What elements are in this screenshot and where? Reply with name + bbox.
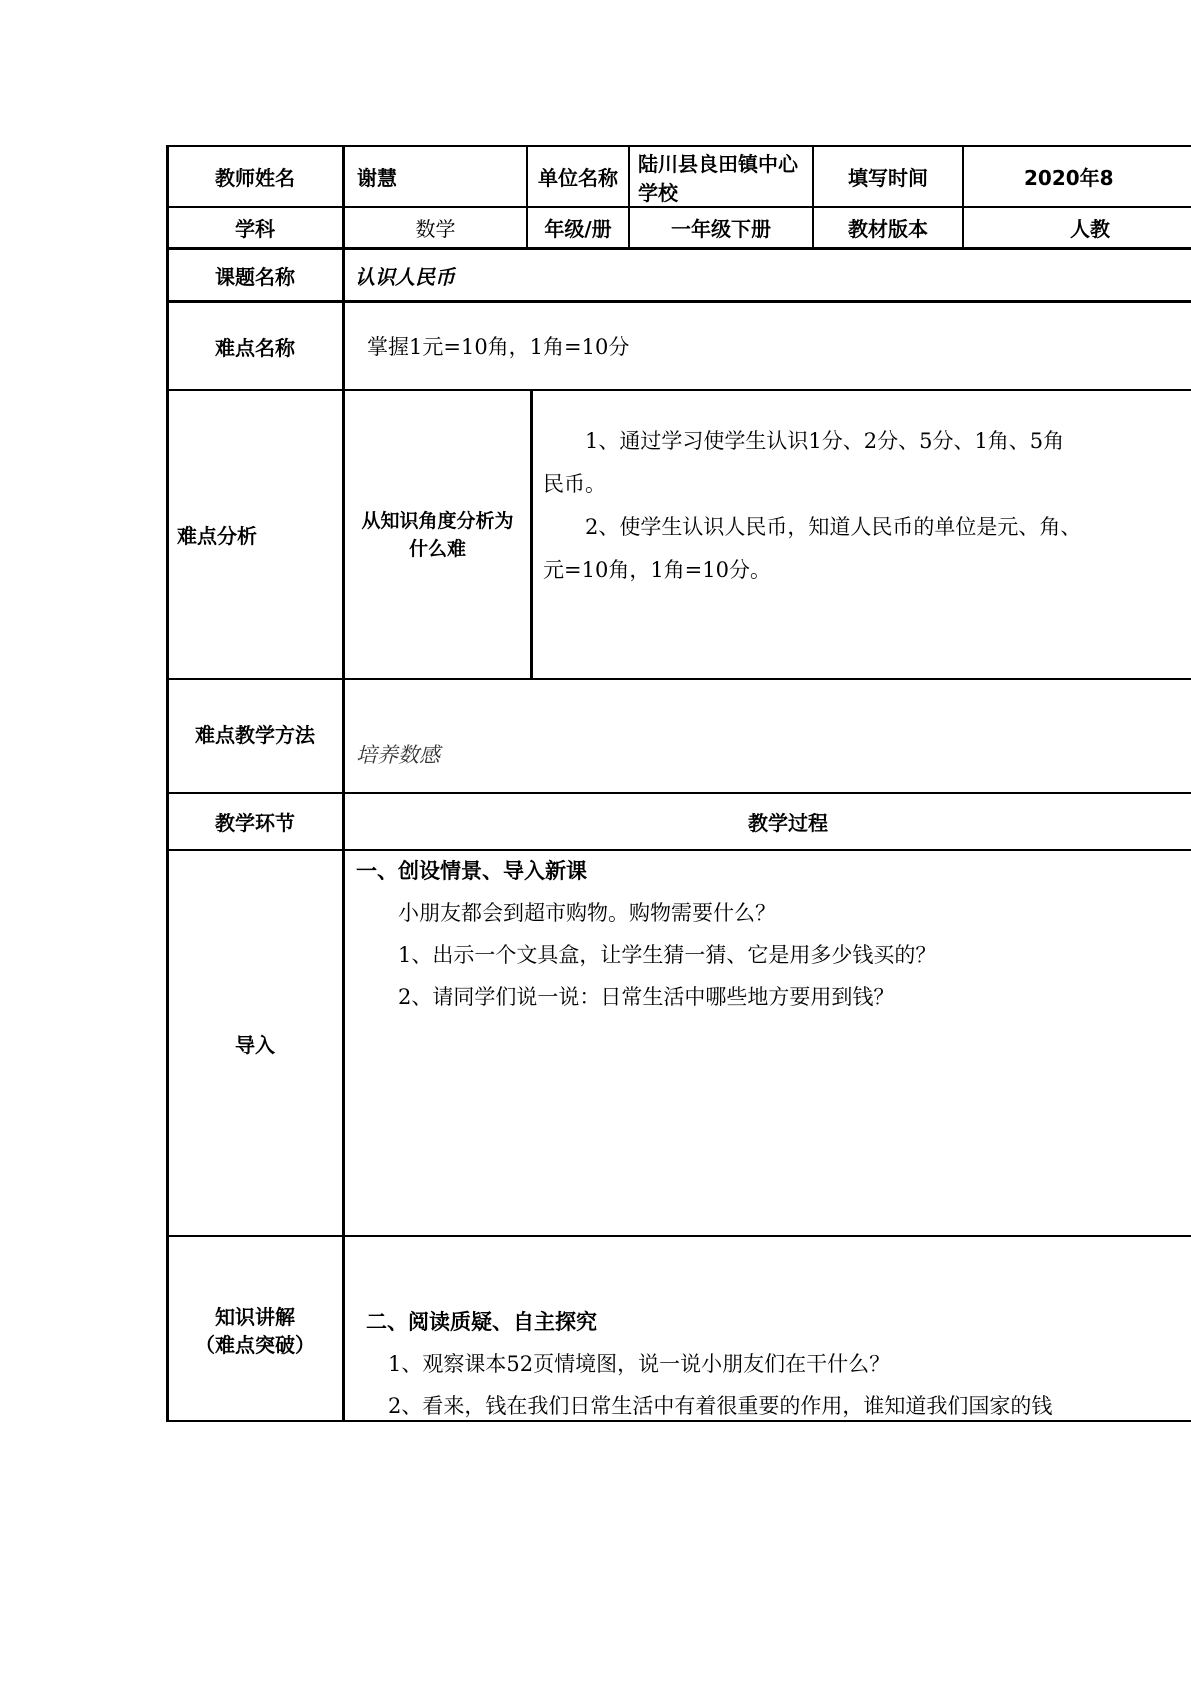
teaching-stage-header: 教学环节 xyxy=(215,811,295,835)
topic-value: 认识人民币 xyxy=(355,264,455,289)
analysis-line: 2、使学生认识人民币，知道人民币的单位是元、角、 xyxy=(585,515,1082,539)
subject-value: 数学 xyxy=(415,217,456,241)
intro-heading: 一、创设情景、导入新课 xyxy=(356,859,587,883)
textbook-edition-value: 人教 xyxy=(1070,217,1110,241)
difficulty-analysis-label: 难点分析 xyxy=(177,524,257,548)
knowledge-angle-label: 从知识角度分析为什么难 xyxy=(361,509,514,560)
fill-time-value: 2020年8 xyxy=(1024,166,1114,190)
fill-time-label: 填写时间 xyxy=(848,166,928,190)
intro-line: 1、出示一个文具盒，让学生猜一猜、它是用多少钱买的？ xyxy=(398,943,937,967)
textbook-edition-label: 教材版本 xyxy=(848,217,928,241)
analysis-line: 1、通过学习使学生认识1分、2分、5分、1角、5角 xyxy=(585,429,1065,453)
teaching-method-value: 培养数感 xyxy=(356,743,440,767)
unit-name-label: 单位名称 xyxy=(538,166,618,190)
table-border-bottom xyxy=(166,1420,1191,1422)
grade-label: 年级/册 xyxy=(544,217,612,241)
topic-label: 课题名称 xyxy=(215,264,295,289)
knowledge-stage-label-line2: （难点突破） xyxy=(195,1333,315,1357)
teaching-method-label: 难点教学方法 xyxy=(195,722,315,747)
unit-name-value: 陆川县良田镇中心学校 xyxy=(638,152,798,205)
knowledge-line: 2、看来，钱在我们日常生活中有着很重要的作用，谁知道我们国家的钱 xyxy=(388,1394,1053,1418)
intro-line: 2、请同学们说一说：日常生活中哪些地方要用到钱？ xyxy=(398,985,895,1009)
teacher-name-value: 谢慧 xyxy=(357,166,397,190)
difficulty-name-label: 难点名称 xyxy=(215,335,295,360)
subject-label: 学科 xyxy=(235,217,275,241)
difficulty-name-value: 掌握1元=10角，1角=10分 xyxy=(367,335,630,359)
intro-line: 小朋友都会到超市购物。购物需要什么？ xyxy=(398,901,776,925)
teaching-process-header: 教学过程 xyxy=(748,811,828,835)
intro-stage-label: 导入 xyxy=(235,1032,275,1057)
teacher-name-label: 教师姓名 xyxy=(215,166,295,190)
grade-value: 一年级下册 xyxy=(671,217,771,241)
knowledge-stage-label xyxy=(168,1303,342,1363)
analysis-line: 民币。 xyxy=(543,472,606,496)
analysis-line: 元=10角，1角=10分。 xyxy=(543,558,771,582)
knowledge-stage-label-line1: 知识讲解 xyxy=(215,1305,295,1329)
knowledge-heading: 二、阅读质疑、自主探究 xyxy=(366,1310,597,1334)
table-rule xyxy=(166,1235,1191,1237)
table-rule-vertical xyxy=(530,389,533,679)
knowledge-line: 1、观察课本52页情境图，说一说小朋友们在干什么？ xyxy=(388,1352,891,1376)
